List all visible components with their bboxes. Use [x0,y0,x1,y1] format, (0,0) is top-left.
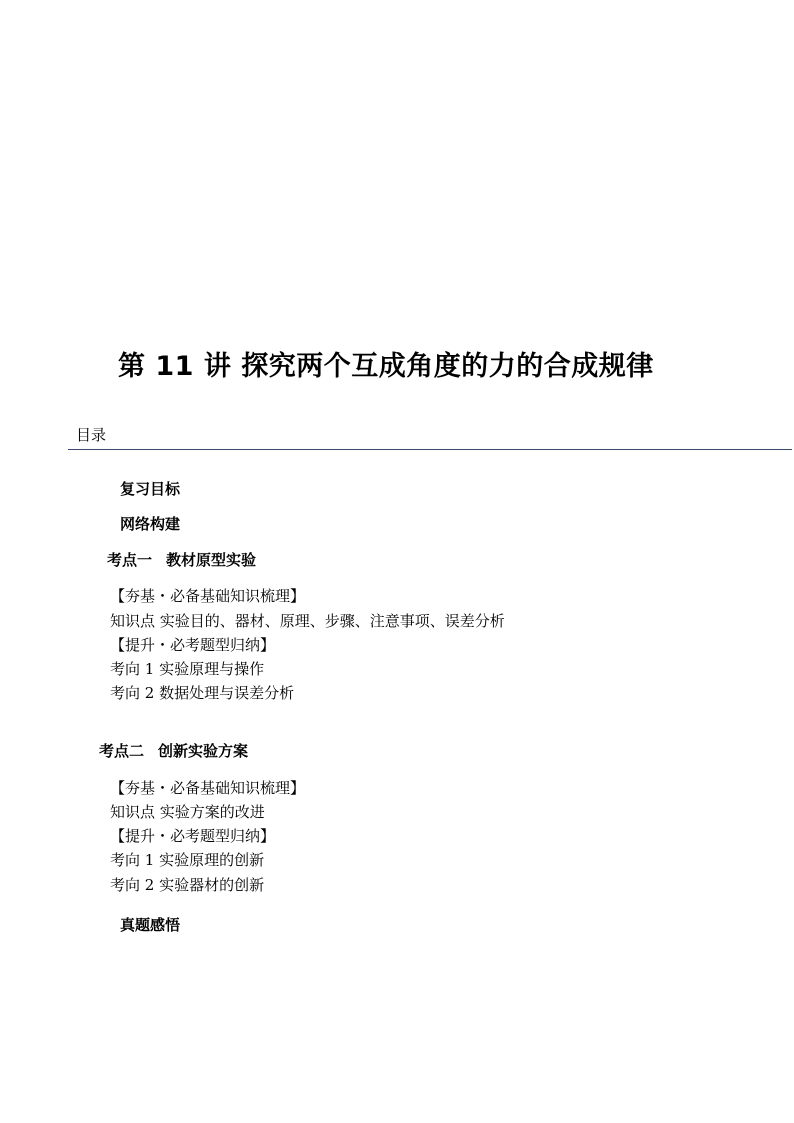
toc-section2-basics[interactable]: 【夯基・必备基础知识梳理】 [110,779,306,797]
toc-section2-dir1[interactable]: 考向 1 实验原理的创新 [110,851,265,869]
toc-section1-dir1[interactable]: 考向 1 实验原理与操作 [110,660,265,678]
section1-title: 教材原型实验 [166,551,257,569]
section2-label: 考点二 [99,742,145,760]
toc-section2-improve[interactable]: 【提升・必考题型归纳】 [110,827,276,845]
toc-review-goals[interactable]: 复习目标 [120,480,181,498]
toc-section1-knowledge[interactable]: 知识点 实验目的、器材、原理、步骤、注意事项、误差分析 [110,612,505,630]
section1-label: 考点一 [107,551,153,569]
toc-divider [68,449,792,450]
toc-section2-dir2[interactable]: 考向 2 实验器材的创新 [110,876,265,894]
page-title: 第 11 讲 探究两个互成角度的力的合成规律 [118,351,654,382]
toc-section2-heading[interactable] [99,742,248,760]
toc-section2-knowledge[interactable]: 知识点 实验方案的改进 [110,803,265,821]
toc-section1-basics[interactable]: 【夯基・必备基础知识梳理】 [110,587,306,605]
toc-real-exam[interactable]: 真题感悟 [120,916,181,934]
toc-network[interactable]: 网络构建 [120,515,181,533]
toc-section1-dir2[interactable]: 考向 2 数据处理与误差分析 [110,684,295,702]
toc-label: 目录 [76,426,107,444]
toc-section1-heading[interactable] [107,551,256,569]
toc-section1-improve[interactable]: 【提升・必考题型归纳】 [110,636,276,654]
section2-title: 创新实验方案 [158,742,249,760]
